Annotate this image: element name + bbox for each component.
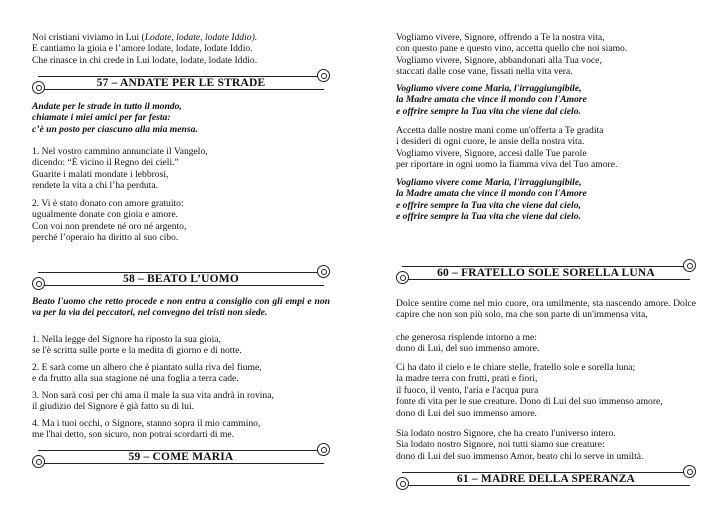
song-60-verse-3: Sia lodato nostro Signore, che ha creato l'universo intero. Sia lodato nostro Signore, noi tutti siamo sue creature: dono di Lui del suo immenso Amor, beato chi lo serve in umiltà. <box>396 428 644 462</box>
song-57-title: 57 – ANDATE PER LE STRADE <box>96 77 266 89</box>
song-58-verse-4: 4. Ma i tuoi occhi, o Signore, stanno sopra il mio cammino, me l'hai detto, son sicuro, non potrai scordarti di me. <box>32 418 261 441</box>
song-58-refrain: Beato l'uomo che retto procede e non entra a consiglio con gli empi e non va per la via dei peccatori, nel convegno dei tristi non siede. <box>32 296 330 319</box>
song-61-title: 61 – MADRE DELLA SPERANZA <box>456 473 636 485</box>
song-57-verse-1: 1. Nel vostro cammino annunciate il Vangelo, dicendo: “È vicino il Regno dei cieli.” Guarite i malati mondate i lebbrosi, rendete la vita a chi l’ha perduta. <box>32 146 208 192</box>
intro-verse <box>32 32 330 66</box>
song-57-banner <box>32 74 330 92</box>
song-59-title: 59 – COME MARIA <box>128 451 234 463</box>
intro-line-1: Noi cristiani viviamo in Lui (Lodate, lodate, lodate Iddio). <box>32 32 258 43</box>
song-58-verse-2: 2. E sarà come un albero che è piantato sulla riva del fiume, e da frutto alla sua stagione né una foglia a terra cade. <box>32 362 262 385</box>
refrain-2: Vogliamo vivere come Maria, l'irraggiungibile, la Madre amata che vince il mondo con l'Amore e offrire sempre la Tua vita che viene dal cielo, e offrire sempre la Tua vita che viene dal cielo. <box>396 177 587 223</box>
song-58-verse-3: 3. Non sarà così per chi ama il male la sua vita andrà in rovina, il giudizio del Signore è già fatto su di lui. <box>32 390 274 413</box>
song-60-verse-1: Dolce sentire come nel mio cuore, ora umilmente, sta nascendo amore. Dolce capire che non son più solo, ma che son parte di un'immensa vita, <box>396 298 696 321</box>
song-60-verse-2: Ci ha dato il cielo e le chiare stelle, fratello sole e sorella luna; la madre terra con frutti, prati e fiori, il fuoco, il vento, l'aria e l'acqua pura fonte di vita per le sue creature. Dono di Lui del suo immenso amore, dono di Lui del suo immenso amore. <box>396 362 663 419</box>
song-59-banner <box>32 448 330 466</box>
song-57-refrain: Andate per le strade in tutto il mondo, chiamate i miei amici per far festa: c’è un posto per ciascuno alla mia mensa. <box>32 101 198 135</box>
song-58-verse-1: 1. Nella legge del Signore ha riposto la sua gioia, se l'è scritta sulle porte e la medita di giorno e di notte. <box>32 334 242 357</box>
song-58-title: 58 – BEATO L’UOMO <box>123 273 239 285</box>
refrain-1: Vogliamo vivere come Maria, l'irraggiungibile, la Madre amata che vince il mondo con l'Amore e offrire sempre la Tua vita che viene dal cielo. <box>396 83 587 117</box>
song-60-title: 60 – FRATELLO SOLE SORELLA LUNA <box>437 267 655 279</box>
verse-2: Accetta dalle nostre mani come un'offerta a Te gradita i desideri di ogni cuore, le ansie della nostra vita. Vogliamo vivere, Signore, accesi dalle Tue parole per riportare in ogni uomo la fiamma viva del Tuo amore. <box>396 125 618 171</box>
song-58-banner <box>32 270 330 288</box>
song-60-banner <box>396 264 696 282</box>
song-60-verse-1-tail: che generosa risplende intorno a me: dono di Lui, del suo immenso amore. <box>396 332 540 355</box>
top-verse: Vogliamo vivere, Signore, offrendo a Te la nostra vita, con questo pane e questo vino, accetta quello che noi siamo. Vogliamo vivere, Signore, abbandonati alla Tua voce, staccati dalle cose vane, fissati nella vita vera. <box>396 32 628 78</box>
song-57-verse-2: 2. Vi è stato donato con amore gratuito: ugualmente donate con gioia e amore. Con voi non prendete né oro né argento, perché l’operaio ha diritto al suo cibo. <box>32 198 187 244</box>
intro-line-3: Che rinasce in chi crede in Lui lodate, lodate, lodate Iddio. <box>32 54 258 66</box>
song-61-banner <box>396 470 696 488</box>
intro-line-2: E cantiamo la gioia e l’amore lodate, lodate, lodate Iddio. <box>32 43 253 55</box>
